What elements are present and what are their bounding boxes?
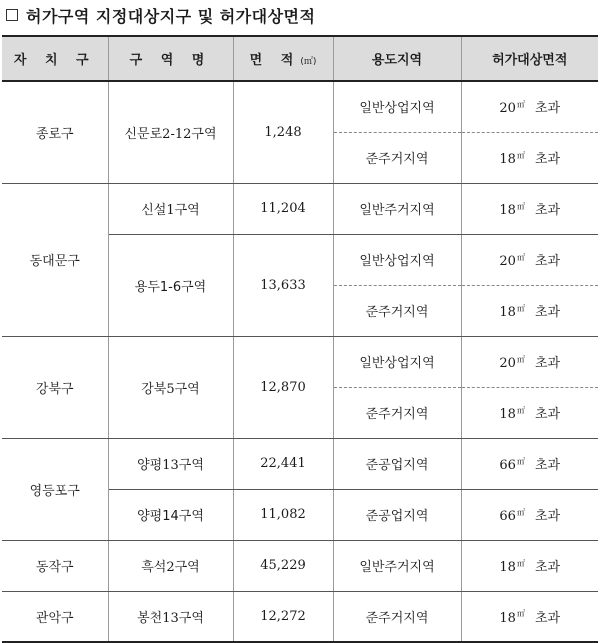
header-area: 면 적(㎡) [233, 36, 333, 81]
area-cell: 11,082 [233, 489, 333, 540]
threshold-cell: 18㎡ 초과 [461, 540, 598, 591]
table-row [2, 591, 598, 642]
area-cell: 1,248 [233, 81, 333, 183]
district-cell: 동작구 [2, 540, 108, 591]
header-zone: 구 역 명 [108, 36, 233, 81]
table-row [2, 81, 598, 132]
zone-cell: 용두1-6구역 [108, 234, 233, 336]
district-cell: 동대문구 [2, 183, 108, 336]
threshold-cell: 18㎡ 초과 [461, 183, 598, 234]
threshold-cell: 66㎡ 초과 [461, 438, 598, 489]
threshold-cell: 66㎡ 초과 [461, 489, 598, 540]
area-cell: 11,204 [233, 183, 333, 234]
usage-cell: 준주거지역 [333, 285, 461, 336]
designated-zones-table [2, 35, 598, 643]
usage-cell: 일반주거지역 [333, 540, 461, 591]
table-row [2, 540, 598, 591]
title-text: 허가구역 지정대상지구 및 허가대상면적 [26, 6, 316, 26]
threshold-cell: 18㎡ 초과 [461, 591, 598, 642]
header-usage: 용도지역 [333, 36, 461, 81]
threshold-cell: 20㎡ 초과 [461, 81, 598, 132]
area-cell: 22,441 [233, 438, 333, 489]
usage-cell: 준주거지역 [333, 132, 461, 183]
area-cell: 12,272 [233, 591, 333, 642]
area-unit: (㎡) [300, 57, 317, 67]
table-row [2, 438, 598, 489]
district-cell: 관악구 [2, 591, 108, 642]
zone-cell: 신문로2-12구역 [108, 81, 233, 183]
district-cell: 종로구 [2, 81, 108, 183]
usage-cell: 준주거지역 [333, 591, 461, 642]
threshold-cell: 20㎡ 초과 [461, 336, 598, 387]
table-row [2, 183, 598, 234]
area-cell: 45,229 [233, 540, 333, 591]
usage-cell: 준주거지역 [333, 387, 461, 438]
usage-cell: 준공업지역 [333, 438, 461, 489]
zone-cell: 강북5구역 [108, 336, 233, 438]
zone-cell: 양평14구역 [108, 489, 233, 540]
table-row [2, 336, 598, 387]
area-cell: 13,633 [233, 234, 333, 336]
checkbox-square-icon [6, 9, 18, 21]
threshold-cell: 18㎡ 초과 [461, 285, 598, 336]
document-title [6, 4, 315, 26]
zone-cell: 봉천13구역 [108, 591, 233, 642]
usage-cell: 일반상업지역 [333, 336, 461, 387]
zone-cell: 신설1구역 [108, 183, 233, 234]
district-cell: 강북구 [2, 336, 108, 438]
threshold-cell: 20㎡ 초과 [461, 234, 598, 285]
zone-cell: 양평13구역 [108, 438, 233, 489]
table-header-row [2, 36, 598, 81]
zone-cell: 흑석2구역 [108, 540, 233, 591]
usage-cell: 일반상업지역 [333, 234, 461, 285]
district-cell: 영등포구 [2, 438, 108, 540]
threshold-cell: 18㎡ 초과 [461, 387, 598, 438]
area-cell: 12,870 [233, 336, 333, 438]
threshold-cell: 18㎡ 초과 [461, 132, 598, 183]
usage-cell: 일반주거지역 [333, 183, 461, 234]
usage-cell: 준공업지역 [333, 489, 461, 540]
header-district: 자 치 구 [2, 36, 108, 81]
usage-cell: 일반상업지역 [333, 81, 461, 132]
header-threshold: 허가대상면적 [461, 36, 598, 81]
